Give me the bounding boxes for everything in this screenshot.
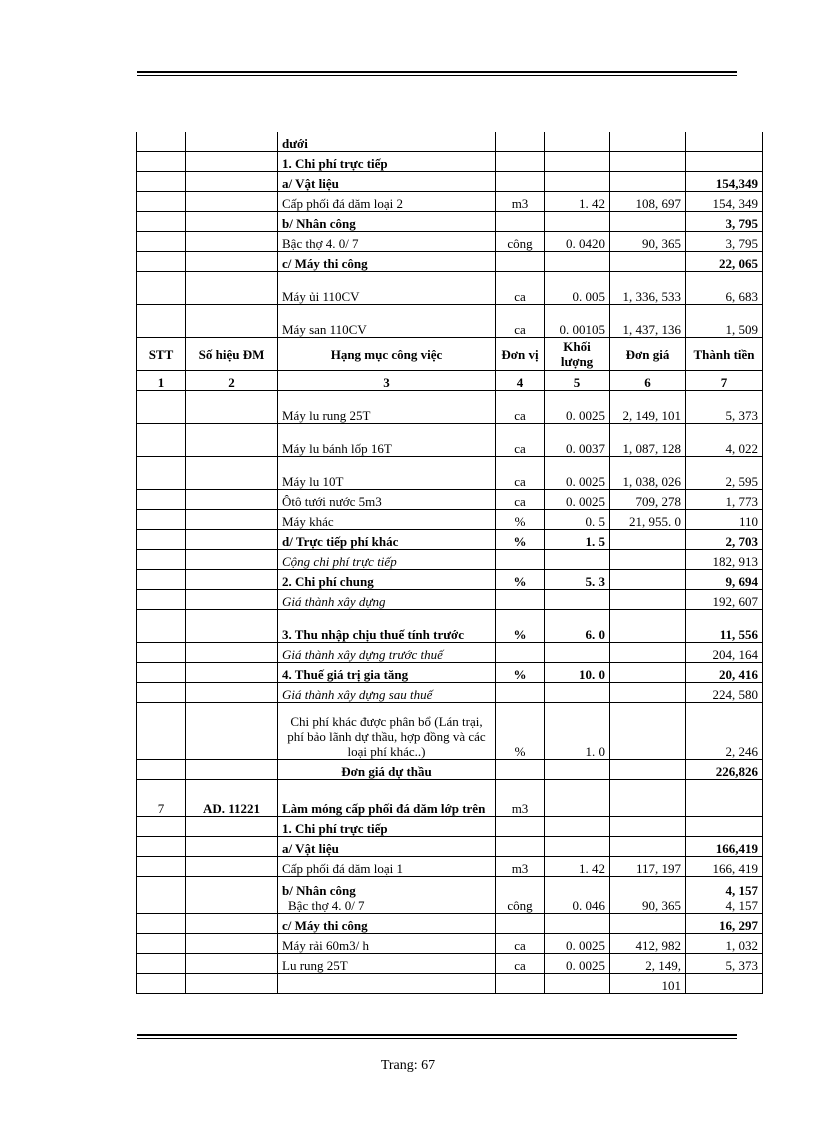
qty-cell: 6. 0: [545, 610, 610, 643]
item-text: Chi phí khác được phân bổ (Lán trại, phí bảo lãnh dự thầu, hợp đồng và các loại phí khác..): [278, 703, 496, 760]
qty-cell: 0. 0025: [545, 490, 610, 510]
unit-cell: m3: [496, 192, 545, 212]
header-stt: STT: [137, 338, 186, 371]
item-text: c/ Máy thi công: [278, 914, 496, 934]
labor-group-cell: [278, 877, 496, 914]
table-row: [137, 974, 763, 994]
unit-cell: ca: [496, 391, 545, 424]
amount-cell: 2, 703: [686, 530, 763, 550]
col-number: 2: [186, 371, 278, 391]
col-number: 6: [610, 371, 686, 391]
amount-cell: 110: [686, 510, 763, 530]
unit-cell: m3: [496, 780, 545, 817]
qty-cell: 0. 0025: [545, 457, 610, 490]
table-row: [137, 252, 763, 272]
table-row: [137, 954, 763, 974]
item-text: Giá thành xây dựng trước thuế: [278, 643, 496, 663]
item-text: Cấp phối đá dăm loại 2: [278, 192, 496, 212]
item-text: b/ Nhân công: [278, 212, 496, 232]
item-text: Máy san 110CV: [278, 305, 496, 338]
item-text: Cấp phối đá dăm loại 1: [278, 857, 496, 877]
price-cell: 709, 278: [610, 490, 686, 510]
footer-rule: [137, 1034, 737, 1039]
qty-cell: 1. 5: [545, 530, 610, 550]
table-row: [137, 490, 763, 510]
price-cell: 1, 087, 128: [610, 424, 686, 457]
unit-cell: ca: [496, 954, 545, 974]
group-total: 4, 157: [725, 883, 758, 898]
item-text: Máy lu 10T: [278, 457, 496, 490]
price-cell: 1, 336, 533: [610, 272, 686, 305]
table-row: [137, 760, 763, 780]
unit-cell: %: [496, 663, 545, 683]
amount-cell: 182, 913: [686, 550, 763, 570]
stt-cell: 7: [137, 780, 186, 817]
item-text: Máy ủi 110CV: [278, 272, 496, 305]
item-text: Bậc thợ 4. 0/ 7: [288, 898, 365, 913]
header-don-gia: Đơn giá: [610, 338, 686, 371]
col-number: 5: [545, 371, 610, 391]
header-so-hieu: Số hiệu ĐM: [186, 338, 278, 371]
table-row: [137, 914, 763, 934]
table-row: [137, 424, 763, 457]
group-total: 3, 795: [686, 212, 763, 232]
table-row: [137, 172, 763, 192]
table-row: [137, 590, 763, 610]
item-text: Giá thành xây dựng: [278, 590, 496, 610]
table-row: [137, 877, 763, 914]
group-total: 22, 065: [686, 252, 763, 272]
amount-cell: 1, 032: [686, 934, 763, 954]
amount-cell: 5, 373: [686, 391, 763, 424]
table-row: [137, 934, 763, 954]
item-text: b/ Nhân công: [282, 883, 356, 898]
amount-cell: 226,826: [686, 760, 763, 780]
amount-cell: 204, 164: [686, 643, 763, 663]
amount-cell: 9, 694: [686, 570, 763, 590]
qty-cell: 0. 0025: [545, 391, 610, 424]
table-row: [137, 305, 763, 338]
item-text: Đơn giá dự thầu: [278, 760, 496, 780]
table-row: [137, 152, 763, 172]
amount-cell: 20, 416: [686, 663, 763, 683]
price-cell: 2, 149,: [610, 954, 686, 974]
table-row: [137, 550, 763, 570]
unit-cell: ca: [496, 934, 545, 954]
table-row: [137, 643, 763, 663]
qty-cell: 0. 00105: [545, 305, 610, 338]
header-rule: [137, 71, 737, 76]
qty-cell: 0. 0420: [545, 232, 610, 252]
table-row: [137, 212, 763, 232]
cost-estimate-table: [136, 132, 763, 994]
table-row: [137, 780, 763, 817]
item-text: 2. Chi phí chung: [278, 570, 496, 590]
table-row: [137, 272, 763, 305]
unit-cell: công: [496, 877, 545, 914]
item-text: dưới: [278, 132, 496, 152]
table-row: [137, 192, 763, 212]
item-text: Bậc thợ 4. 0/ 7: [278, 232, 496, 252]
unit-cell: ca: [496, 272, 545, 305]
price-cell: 90, 365: [610, 877, 686, 914]
amount-cell: 1, 509: [686, 305, 763, 338]
col-number: 4: [496, 371, 545, 391]
amount-cell: 4, 157: [725, 898, 758, 913]
item-text: Làm móng cấp phối đá dăm lớp trên: [278, 780, 496, 817]
table-row: [137, 530, 763, 550]
amount-cell: 6, 683: [686, 272, 763, 305]
qty-cell: 0. 0025: [545, 934, 610, 954]
labor-amount-cell: [686, 877, 763, 914]
table-row: [137, 457, 763, 490]
price-cell: 90, 365: [610, 232, 686, 252]
qty-cell: 1. 0: [545, 703, 610, 760]
table-row: [137, 391, 763, 424]
header-don-vi: Đơn vị: [496, 338, 545, 371]
price-cell: 101: [610, 974, 686, 994]
qty-cell: 1. 42: [545, 857, 610, 877]
amount-cell: 5, 373: [686, 954, 763, 974]
price-cell: 1, 038, 026: [610, 457, 686, 490]
item-text: Máy lu bánh lốp 16T: [278, 424, 496, 457]
item-text: Máy rải 60m3/ h: [278, 934, 496, 954]
item-text: c/ Máy thi công: [278, 252, 496, 272]
price-cell: 1, 437, 136: [610, 305, 686, 338]
item-text: 4. Thuế giá trị gia tăng: [278, 663, 496, 683]
unit-cell: %: [496, 530, 545, 550]
item-text: Ôtô tưới nước 5m3: [278, 490, 496, 510]
price-cell: 2, 149, 101: [610, 391, 686, 424]
amount-cell: 2, 246: [686, 703, 763, 760]
amount-cell: 224, 580: [686, 683, 763, 703]
qty-cell: 1. 42: [545, 192, 610, 212]
table-row: [137, 132, 763, 152]
header-khoi-luong: Khối lượng: [545, 338, 610, 371]
price-cell: 117, 197: [610, 857, 686, 877]
amount-cell: 192, 607: [686, 590, 763, 610]
unit-cell: %: [496, 510, 545, 530]
item-text: 1. Chi phí trực tiếp: [278, 817, 496, 837]
unit-cell: ca: [496, 305, 545, 338]
group-total: 154,349: [686, 172, 763, 192]
price-cell: 21, 955. 0: [610, 510, 686, 530]
item-text: Lu rung 25T: [278, 954, 496, 974]
header-thanh-tien: Thành tiền: [686, 338, 763, 371]
table-row: [137, 857, 763, 877]
column-number-row: [137, 371, 763, 391]
amount-cell: 2, 595: [686, 457, 763, 490]
table-row: [137, 570, 763, 590]
amount-cell: 4, 022: [686, 424, 763, 457]
table-row: [137, 817, 763, 837]
amount-cell: 166, 419: [686, 857, 763, 877]
item-text: a/ Vật liệu: [278, 172, 496, 192]
item-text: d/ Trực tiếp phí khác: [278, 530, 496, 550]
page-number: Trang: 67: [380, 1058, 436, 1073]
col-number: 1: [137, 371, 186, 391]
item-text: Cộng chi phí trực tiếp: [278, 550, 496, 570]
amount-cell: 11, 556: [686, 610, 763, 643]
unit-cell: %: [496, 703, 545, 760]
unit-cell: %: [496, 570, 545, 590]
qty-cell: 0. 0025: [545, 954, 610, 974]
item-text: Giá thành xây dựng sau thuế: [278, 683, 496, 703]
table-row: [137, 663, 763, 683]
qty-cell: 0. 005: [545, 272, 610, 305]
qty-cell: 5. 3: [545, 570, 610, 590]
table-row: [137, 703, 763, 760]
table-row: [137, 510, 763, 530]
item-text: Máy khác: [278, 510, 496, 530]
group-total: 166,419: [686, 837, 763, 857]
amount-cell: 1, 773: [686, 490, 763, 510]
qty-cell: 0. 0037: [545, 424, 610, 457]
amount-cell: 3, 795: [686, 232, 763, 252]
item-text: a/ Vật liệu: [278, 837, 496, 857]
unit-cell: ca: [496, 457, 545, 490]
table-header-row: [137, 338, 763, 371]
unit-cell: %: [496, 610, 545, 643]
item-text: 1. Chi phí trực tiếp: [278, 152, 496, 172]
unit-cell: công: [496, 232, 545, 252]
item-text: 3. Thu nhập chịu thuế tính trước: [278, 610, 496, 643]
qty-cell: 10. 0: [545, 663, 610, 683]
qty-cell: 0. 5: [545, 510, 610, 530]
unit-cell: ca: [496, 490, 545, 510]
unit-cell: m3: [496, 857, 545, 877]
code-cell: AD. 11221: [186, 780, 278, 817]
price-cell: 412, 982: [610, 934, 686, 954]
table-row: [137, 232, 763, 252]
table-row: [137, 610, 763, 643]
col-number: 3: [278, 371, 496, 391]
amount-cell: 154, 349: [686, 192, 763, 212]
group-total: 16, 297: [686, 914, 763, 934]
qty-cell: 0. 046: [545, 877, 610, 914]
price-cell: 108, 697: [610, 192, 686, 212]
header-hang-muc: Hạng mục công việc: [278, 338, 496, 371]
table-row: [137, 683, 763, 703]
unit-cell: ca: [496, 424, 545, 457]
col-number: 7: [686, 371, 763, 391]
table-row: [137, 837, 763, 857]
item-text: Máy lu rung 25T: [278, 391, 496, 424]
